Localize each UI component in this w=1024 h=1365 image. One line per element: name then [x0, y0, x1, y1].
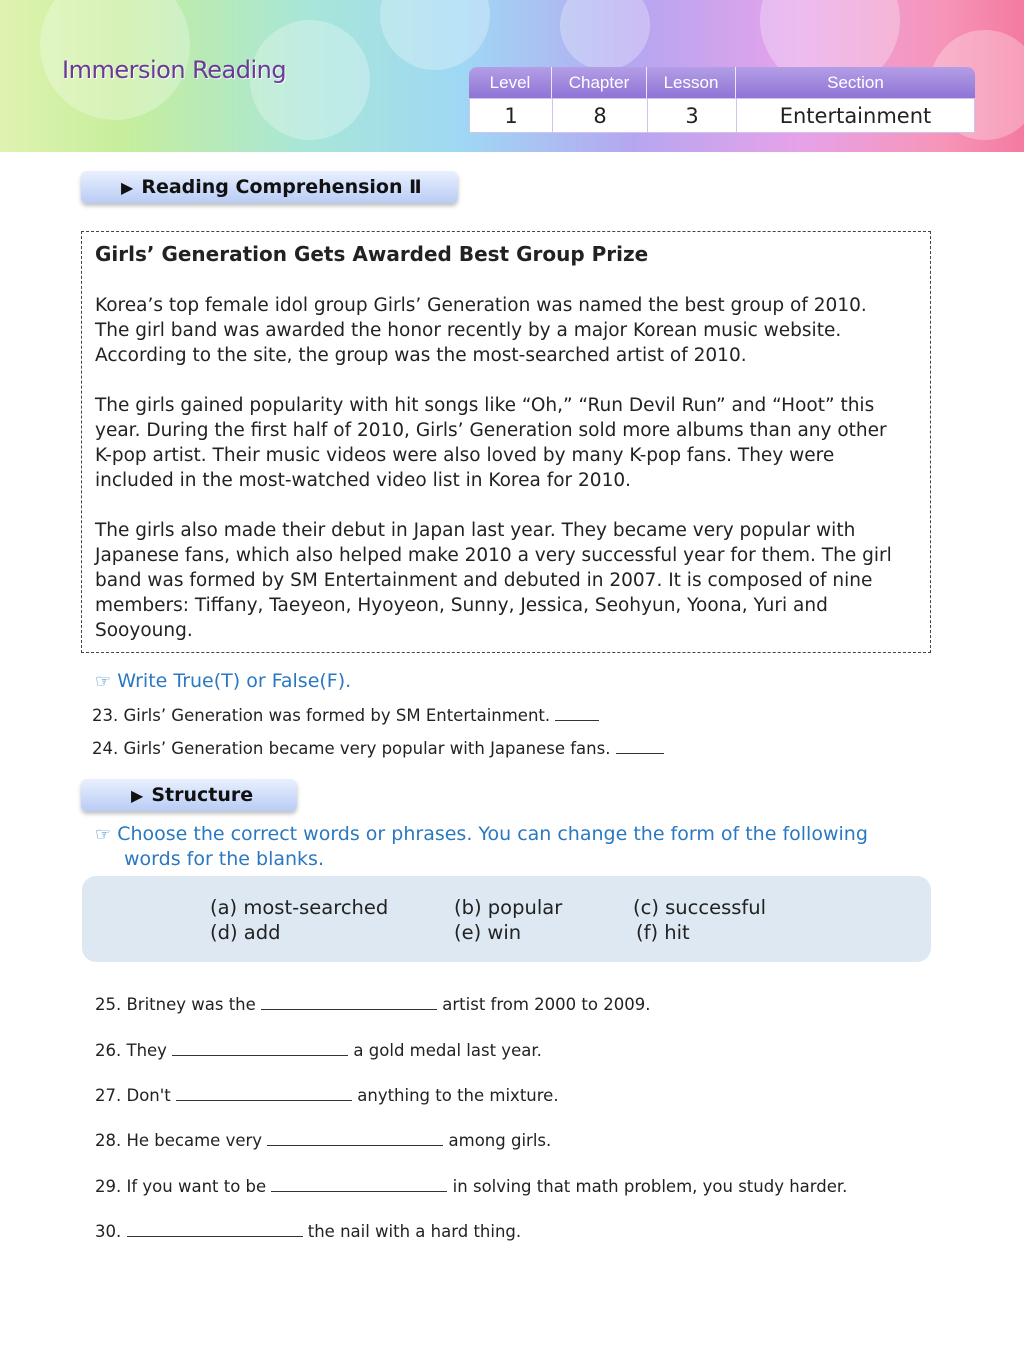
question-23: [92, 706, 599, 725]
word-option-c: (c) successful: [633, 896, 767, 919]
question-26: [95, 1041, 542, 1060]
play-arrow-icon: ▶: [121, 177, 134, 197]
pointing-hand-icon: ☞: [95, 671, 112, 692]
decor-bubble: [380, 0, 490, 70]
paragraph-line: year. During the first half of 2010, Girls’ Generation sold more albums than any other: [95, 420, 887, 441]
paragraph-line: K-pop artist. Their music videos were also loved by many K-pop fans. They were: [95, 445, 835, 466]
paragraph-line: Korea’s top female idol group Girls’ Generation was named the best group of 2010.: [95, 295, 867, 316]
structure-label: Structure: [151, 784, 254, 806]
question-24: [92, 739, 664, 758]
answer-blank[interactable]: [271, 1177, 447, 1192]
structure-instruction: [95, 822, 868, 872]
word-option-d: (d) add: [210, 921, 281, 944]
word-option-b: (b) popular: [454, 896, 563, 919]
pointing-hand-icon: ☞: [95, 824, 112, 845]
answer-blank[interactable]: [172, 1041, 348, 1056]
article-paragraph-2: [95, 393, 917, 493]
paragraph-line: The girls gained popularity with hit songs like “Oh,” “Run Devil Run” and “Hoot” this: [95, 395, 875, 416]
word-option-e: (e) win: [454, 921, 522, 944]
chapter-header: Chapter: [552, 67, 647, 98]
question-text: among girls.: [443, 1131, 552, 1150]
structure-instruction-line-2: words for the blanks.: [124, 848, 324, 870]
lesson-header: Lesson: [647, 67, 736, 98]
question-text: in solving that math problem, you study harder.: [447, 1177, 848, 1196]
lesson-value: 3: [648, 99, 737, 132]
section-header: Section: [827, 72, 884, 92]
reading-comprehension-label: Reading Comprehension Ⅱ: [141, 176, 422, 198]
question-text: 27. Don't: [95, 1086, 176, 1105]
article-title: Girls’ Generation Gets Awarded Best Group Prize: [95, 242, 649, 266]
word-option-a: (a) most-searched: [210, 896, 389, 919]
article-paragraph-3: [95, 518, 917, 643]
true-false-instruction-text: Write True(T) or False(F).: [117, 670, 352, 692]
question-30: [95, 1222, 521, 1241]
answer-blank[interactable]: [261, 995, 437, 1010]
true-false-instruction: [95, 669, 351, 694]
question-text: artist from 2000 to 2009.: [437, 995, 651, 1014]
structure-heading: [81, 779, 297, 811]
play-arrow-icon: ▶: [131, 785, 144, 805]
word-bank: [82, 876, 931, 962]
question-text: anything to the mixture.: [352, 1086, 559, 1105]
question-text: 26. They: [95, 1041, 173, 1060]
answer-blank[interactable]: [267, 1131, 443, 1146]
question-27: [95, 1086, 559, 1105]
chapter-value: 8: [553, 99, 648, 132]
question-text: a gold medal last year.: [348, 1041, 542, 1060]
question-29: [95, 1177, 847, 1196]
question-text: 28. He became very: [95, 1131, 268, 1150]
paragraph-line: Japanese fans, which also helped make 2010 a very successful year for them. The girl: [95, 545, 892, 566]
article-box: [81, 231, 931, 653]
answer-blank[interactable]: [555, 706, 599, 721]
answer-blank[interactable]: [176, 1086, 352, 1101]
lesson-info-table: [469, 67, 975, 133]
question-text: 29. If you want to be: [95, 1177, 272, 1196]
question-text: 25. Britney was the: [95, 995, 262, 1014]
paragraph-line: The girl band was awarded the honor recently by a major Korean music website.: [95, 320, 842, 341]
header-banner: [0, 0, 1024, 152]
article-paragraph-1: [95, 293, 917, 368]
answer-blank[interactable]: [616, 739, 664, 754]
question-28: [95, 1131, 551, 1150]
info-value-row: [469, 98, 975, 133]
question-25: [95, 995, 650, 1014]
decor-bubble: [560, 0, 650, 70]
question-text: 30.: [95, 1222, 127, 1241]
section-value: Entertainment: [779, 103, 932, 128]
structure-instruction-line-1: Choose the correct words or phrases. You can change the form of the following: [117, 823, 868, 845]
question-text: the nail with a hard thing.: [302, 1222, 522, 1241]
level-value: 1: [470, 99, 553, 132]
info-header-row: [469, 67, 975, 98]
level-header: Level: [469, 67, 552, 98]
question-23-text: 23. Girls’ Generation was formed by SM Entertainment.: [92, 706, 551, 725]
answer-blank[interactable]: [127, 1222, 303, 1237]
paragraph-line: Sooyoung.: [95, 620, 193, 641]
brand-title: Immersion Reading: [62, 56, 287, 84]
reading-comprehension-heading: [81, 171, 458, 203]
question-24-text: 24. Girls’ Generation became very popular with Japanese fans.: [92, 739, 611, 758]
paragraph-line: members: Tiffany, Taeyeon, Hyoyeon, Sunny, Jessica, Seohyun, Yoona, Yuri and: [95, 595, 828, 616]
paragraph-line: The girls also made their debut in Japan last year. They became very popular with: [95, 520, 856, 541]
word-option-f: (f) hit: [636, 921, 690, 944]
paragraph-line: included in the most-watched video list in Korea for 2010.: [95, 470, 631, 491]
paragraph-line: According to the site, the group was the most-searched artist of 2010.: [95, 345, 747, 366]
paragraph-line: band was formed by SM Entertainment and debuted in 2007. It is composed of nine: [95, 570, 873, 591]
